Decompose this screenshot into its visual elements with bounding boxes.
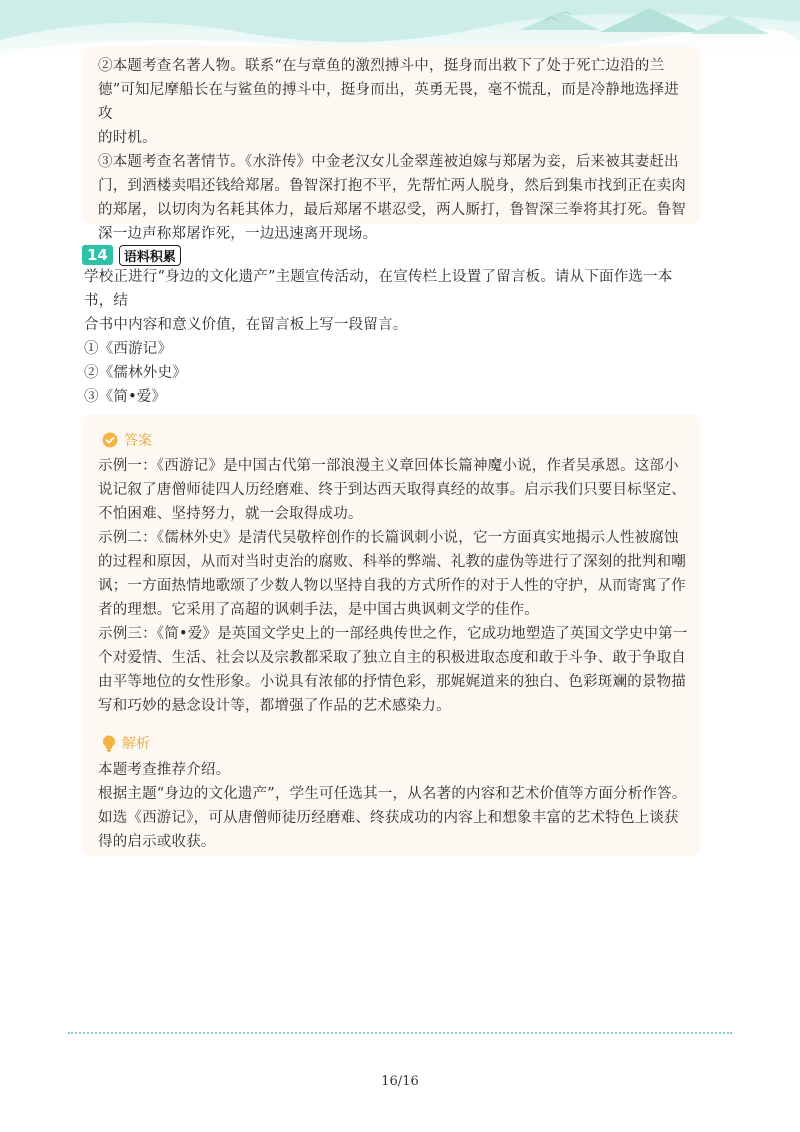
analysis-text <box>98 758 688 854</box>
text-line: ②本题考查名著人物。联系“在与章鱼的激烈搏斗中，挺身而出救下了处于死亡边沿的兰 <box>98 58 665 74</box>
page-number: 16/16 <box>381 1074 419 1089</box>
text-line: 的过程和原因，从而对当时吏治的腐败、科举的弊端、礼教的虚伪等进行了深刻的批判和嘲 <box>98 554 686 570</box>
answer-text <box>98 454 688 718</box>
text-line: 不怕困难、坚持努力，就一会取得成功。 <box>98 506 363 522</box>
lightbulb-icon <box>102 735 116 752</box>
check-badge-icon <box>102 432 118 448</box>
previous-analysis-text <box>98 54 688 246</box>
question-header <box>82 244 181 266</box>
text-line: 的时机。 <box>98 130 157 146</box>
text-line: 讽；一方面热情地歌颂了少数人物以坚持自我的方式所作的对于人性的守护，从而寄寓了作 <box>98 578 686 594</box>
text-line: 如选《西游记》，可从唐僧师徒历经磨难、终获成功的内容上和想象丰富的艺术特色上谈获 <box>98 810 679 826</box>
option-item: ③《简•爱》 <box>84 389 167 405</box>
text-line: 深一边声称郑屠诈死，一边迅速离开现场。 <box>98 226 378 242</box>
text-line: 根据主题“身边的文化遗产”，学生可任选其一，从名著的内容和艺术价值等方面分析作答。 <box>98 786 687 802</box>
answer-label-row <box>102 430 152 450</box>
text-line: 个对爱情、生活、社会以及宗教都采取了独立自主的积极进取态度和敢于斗争、敢于争取自 <box>98 650 686 666</box>
text-line: 写和巧妙的悬念设计等，都增强了作品的艺术感染力。 <box>98 698 451 714</box>
option-item: ①《西游记》 <box>84 341 173 357</box>
text-line: ③本题考查名著情节。《水浒传》中金老汉女儿金翠莲被迫嫁与郑屠为妾，后来被其妻赶出 <box>98 154 679 170</box>
text-line: 示例三：《简•爱》是英国文学史上的一部经典传世之作，它成功地塑造了英国文学史中第一 <box>98 626 688 642</box>
text-line: 示例一：《西游记》是中国古代第一部浪漫主义章回体长篇神魔小说，作者吴承恩。这部小 <box>98 458 679 474</box>
analysis-label: 解析 <box>122 736 150 752</box>
text-line: 示例二：《儒林外史》是清代吴敬梓创作的长篇讽刺小说，它一方面真实地揭示人性被腐蚀 <box>98 530 679 546</box>
question-tag: 语料积累 <box>119 245 181 266</box>
text-line: 门，到酒楼卖唱还钱给郑屠。鲁智深打抱不平，先帮忙两人脱身，然后到集市找到正在卖肉 <box>98 178 686 194</box>
text-line: 者的理想。它采用了高超的讽刺手法，是中国古典讽刺文学的佳作。 <box>98 602 539 618</box>
text-line: 德”可知尼摩船长在与鲨鱼的搏斗中，挺身而出，英勇无畏，毫不慌乱，而是冷静地选择进攻 <box>98 82 679 122</box>
footer-dotted-divider <box>68 1032 732 1034</box>
text-line: 由平等地位的女性形象。小说具有浓郁的抒情色彩，那娓娓道来的独白、色彩斑斓的景物描 <box>98 674 686 690</box>
text-line: 学校正进行“身边的文化遗产”主题宣传活动，在宣传栏上设置了留言板。请从下面作选一本书，结 <box>84 269 673 309</box>
analysis-label-row <box>102 733 150 753</box>
question-number: 14 <box>82 245 113 265</box>
option-item: ②《儒林外史》 <box>84 365 187 381</box>
text-line: 本题考查推荐介绍。 <box>98 762 231 778</box>
text-line: 合书中内容和意义价值，在留言板上写一段留言。 <box>84 317 408 333</box>
text-line: 说记叙了唐僧师徒四人历经磨难、终于到达西天取得真经的故事。启示我们只要目标坚定、 <box>98 482 686 498</box>
text-line: 的郑屠，以切肉为名耗其体力，最后郑屠不堪忍受，两人厮打，鲁智深三拳将其打死。鲁智 <box>98 202 686 218</box>
question-text <box>84 265 694 409</box>
text-line: 得的启示或收获。 <box>98 834 216 850</box>
answer-label: 答案 <box>124 433 152 449</box>
